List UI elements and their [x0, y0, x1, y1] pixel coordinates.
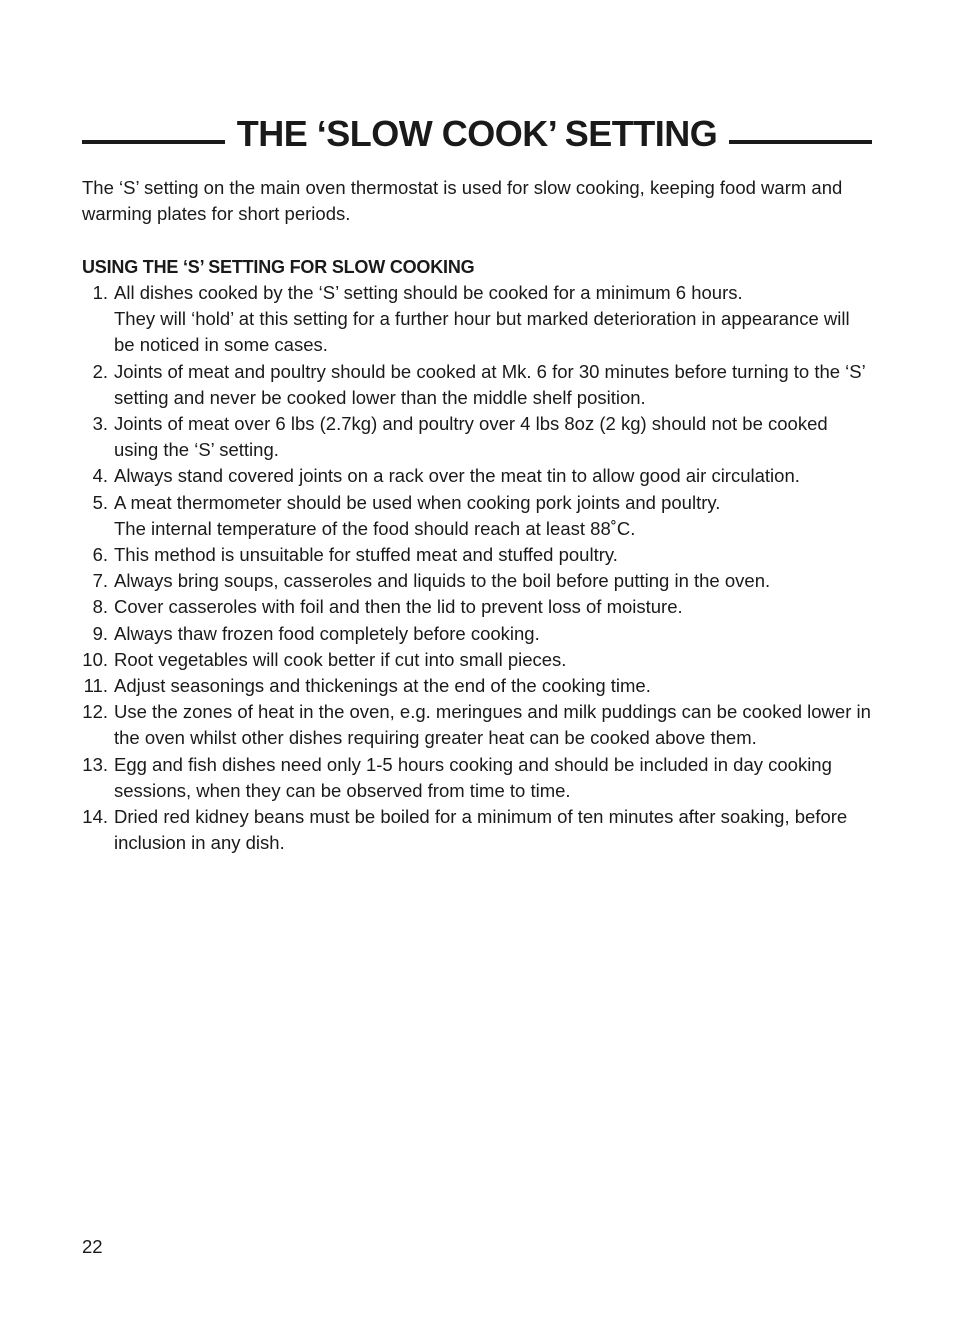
- list-item-text: Cover casseroles with foil and then the lid to prevent loss of moisture.: [114, 596, 683, 618]
- list-item: [82, 280, 872, 359]
- title-row: [82, 112, 872, 156]
- list-item-number: 9.: [92, 622, 108, 644]
- list-item: [82, 463, 872, 489]
- list-item-text: This method is unsuitable for stuffed meat and stuffed poultry.: [114, 544, 618, 566]
- list-item-number: 6.: [92, 544, 108, 566]
- list-item-text: Adjust seasonings and thickenings at the end of the cooking time.: [114, 675, 651, 697]
- list-item-text: Egg and fish dishes need only 1-5 hours cooking and should be included in day cooking sessions, when they can be observed from time to time.: [114, 753, 832, 801]
- list-item-number: 14.: [82, 806, 108, 828]
- list-item: [82, 804, 872, 856]
- list-item-number: 1.: [92, 282, 108, 303]
- list-item-number: 12.: [82, 701, 108, 723]
- list-item: [82, 594, 872, 620]
- list-item: [82, 752, 872, 804]
- list-item-number: 10.: [82, 648, 108, 670]
- list-item-text: Joints of meat over 6 lbs (2.7kg) and poultry over 4 lbs 8oz (2 kg) should not be cooked using the ‘S’ setting.: [114, 413, 828, 461]
- instruction-list: [82, 280, 872, 856]
- list-item-text: Root vegetables will cook better if cut into small pieces.: [114, 648, 567, 670]
- title-rule-right: [729, 140, 872, 144]
- list-item: [82, 621, 872, 647]
- page-number: 22: [82, 1236, 103, 1257]
- list-item-number: 7.: [92, 570, 108, 592]
- list-item-text: Always stand covered joints on a rack over the meat tin to allow good air circulation.: [114, 465, 800, 487]
- document-page: [82, 0, 872, 1336]
- list-item: [82, 490, 872, 542]
- list-item: [82, 673, 872, 699]
- list-item-number: 5.: [92, 491, 108, 513]
- list-item-text: Joints of meat and poultry should be cooked at Mk. 6 for 30 minutes before turning to the ‘S’ setting and never be cooked lower than the middle shelf position.: [114, 360, 866, 408]
- title-rule-left: [82, 140, 225, 144]
- list-item-number: 11.: [83, 675, 108, 697]
- list-item-text: Use the zones of heat in the oven, e.g. meringues and milk puddings can be cooked lower in the oven whilst other dishes requiring greater heat can be cooked above them.: [114, 701, 871, 749]
- list-item-text: Dried red kidney beans must be boiled for a minimum of ten minutes after soaking, before inclusion in any dish.: [114, 806, 848, 854]
- list-item: [82, 542, 872, 568]
- list-item-text: A meat thermometer should be used when cooking pork joints and poultry. The internal temperature of the food should reach at least 88˚C.: [114, 491, 721, 539]
- list-item-text: All dishes cooked by the ‘S’ setting should be cooked for a minimum 6 hours. They will ‘hold’ at this setting for a further hour but marked deterioration in appearance will be noticed in some cases.: [114, 282, 850, 356]
- list-item: [82, 359, 872, 411]
- list-item-number: 3.: [92, 413, 108, 435]
- list-item-number: 13.: [82, 753, 108, 775]
- list-item-text: Always bring soups, casseroles and liquids to the boil before putting in the oven.: [114, 570, 771, 592]
- list-item-number: 4.: [92, 465, 108, 487]
- list-item-number: 8.: [92, 596, 108, 618]
- page-title: THE ‘SLOW COOK’ SETTING: [236, 113, 718, 154]
- intro-paragraph: The ‘S’ setting on the main oven thermostat is used for slow cooking, keeping food warm and warming plates for short periods.: [82, 177, 843, 225]
- list-item: [82, 568, 872, 594]
- list-item: [82, 699, 872, 751]
- list-item-text: Always thaw frozen food completely before cooking.: [114, 622, 540, 644]
- list-item: [82, 411, 872, 463]
- list-item: [82, 647, 872, 673]
- section-heading: USING THE ‘S’ SETTING FOR SLOW COOKING: [82, 257, 475, 277]
- list-item-number: 2.: [92, 360, 108, 382]
